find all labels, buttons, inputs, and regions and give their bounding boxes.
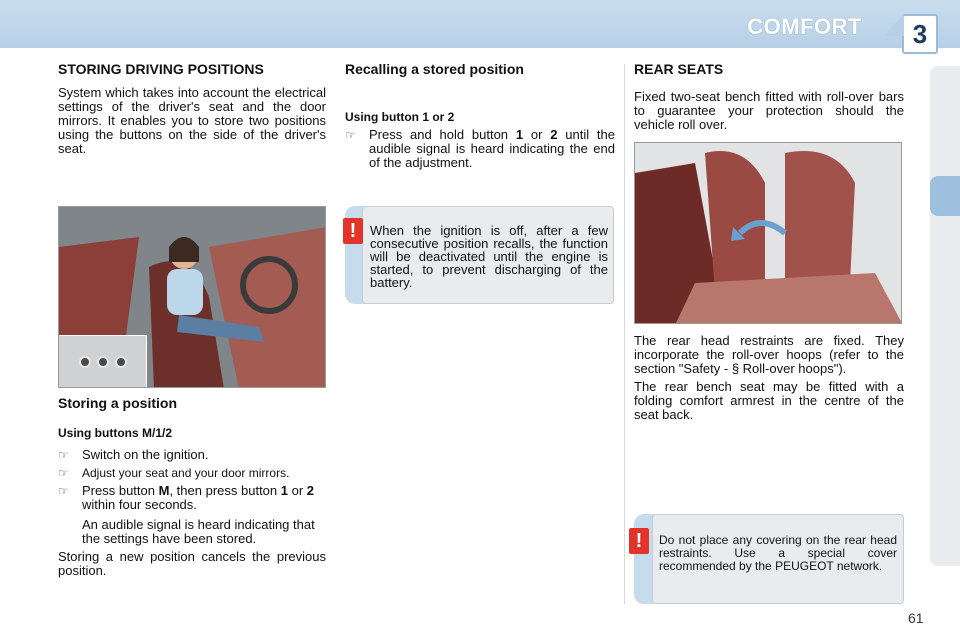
list-item: ☞ Press button M, then press button 1 or 2 within four seconds. (58, 483, 315, 512)
chapter-number-tab[interactable]: 3 (902, 14, 938, 54)
memory-button-1 (97, 356, 109, 368)
column-divider (624, 64, 625, 604)
subheading-using-buttons: Using buttons M/1/2 (58, 426, 172, 440)
memory-button-2 (115, 356, 127, 368)
storing-intro-text: System which takes into account the electrical settings of the driver's seat and the door mirrors. It enables you to store two positions using the buttons on the side of the driver's seat. (58, 85, 326, 156)
storing-confirmation-note: An audible signal is heard indicating that the settings have been stored. (82, 517, 315, 546)
column-recalling-position (345, 62, 615, 170)
list-item: ☞ Adjust your seat and your door mirrors. (58, 466, 290, 480)
section-heading-rear-seats: REAR SEATS (634, 61, 724, 77)
subheading-using-button: Using button 1 or 2 (345, 110, 455, 124)
list-item: ☞ Press and hold button 1 or 2 until the audible signal is heard indicating the end of the adjustment. (345, 127, 615, 170)
warning-icon: ! (629, 528, 649, 554)
page-number: 61 (908, 610, 924, 626)
memory-button-m (79, 356, 91, 368)
side-tab-track (930, 66, 960, 566)
warning-text-rear: Do not place any covering on the rear head restraints. Use a special cover recommended by the PEUGEOT network. (659, 533, 897, 573)
pointing-hand-icon: ☞ (58, 484, 69, 498)
rear-seats-details (634, 334, 904, 422)
warning-text-recall: When the ignition is off, after a few consecutive position recalls, the function will be deactivated until the engine is started, to prevent discharging of the battery. (370, 223, 608, 290)
rear-seats-illustration (635, 143, 902, 324)
list-item: ☞ Switch on the ignition. (58, 447, 209, 462)
memory-buttons-inset (59, 335, 147, 387)
storing-position-section (58, 396, 326, 578)
warning-icon: ! (343, 218, 363, 244)
section-heading-storing-positions: STORING DRIVING POSITIONS (58, 61, 264, 77)
rear-seats-intro: Fixed two-seat bench fitted with roll-over bars to guarantee your protection should the vehicle roll over. (634, 89, 904, 132)
pointing-hand-icon: ☞ (58, 466, 69, 480)
page-title: COMFORT (747, 14, 862, 39)
pointing-hand-icon: ☞ (58, 448, 69, 462)
rear-seats-photo (634, 142, 902, 324)
column-rear-seats (634, 62, 904, 132)
pointing-hand-icon: ☞ (345, 128, 356, 142)
driver-seat-photo (58, 206, 326, 388)
section-heading-recalling: Recalling a stored position (345, 61, 524, 77)
rear-head-restraints-text: The rear head restraints are fixed. They incorporate the roll-over hoops (refer to the section "Safety - § Roll-over hoops"). (634, 333, 904, 376)
column-storing-positions (58, 62, 326, 156)
side-tab-active[interactable] (930, 176, 960, 216)
section-heading-storing-position: Storing a position (58, 395, 177, 411)
storing-closing-text: Storing a new position cancels the previous position. (58, 549, 326, 578)
rear-armrest-text: The rear bench seat may be fitted with a folding comfort armrest in the centre of the seat back. (634, 379, 904, 422)
